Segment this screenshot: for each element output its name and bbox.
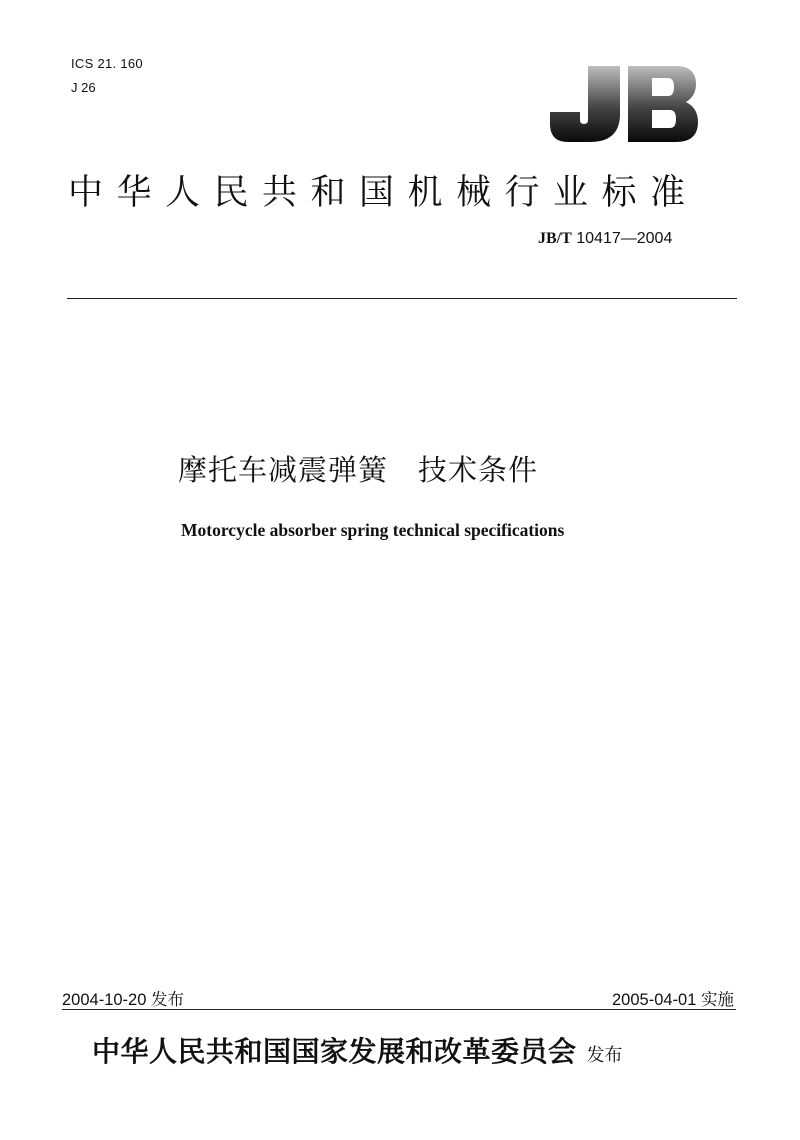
document-title-en: Motorcycle absorber spring technical specifications — [181, 520, 565, 540]
footer-divider — [62, 1009, 736, 1010]
publisher-organization: 中华人民共和国国家发展和改革委员会 — [92, 1035, 577, 1068]
standard-code-prefix: JB/T — [538, 230, 572, 247]
publisher — [92, 1030, 623, 1070]
standard-category-title: 中华人民共和国机械行业标准 — [68, 173, 699, 213]
publisher-action: 发布 — [586, 1045, 623, 1066]
ics-code: ICS 21. 160 — [71, 56, 143, 71]
document-title-cn — [178, 448, 538, 489]
standard-code — [538, 230, 672, 248]
ccs-code: J 26 — [71, 80, 96, 95]
document-title-cn-part2: 技术条件 — [418, 453, 539, 487]
header-divider — [67, 298, 737, 299]
issue-date: 2004-10-20 发布 — [62, 991, 184, 1009]
document-title-cn-part1: 摩托车减震弹簧 — [178, 453, 389, 487]
standard-code-number: 10417—2004 — [576, 230, 673, 247]
implementation-date: 2005-04-01 实施 — [612, 991, 734, 1009]
jb-logo — [548, 64, 698, 144]
